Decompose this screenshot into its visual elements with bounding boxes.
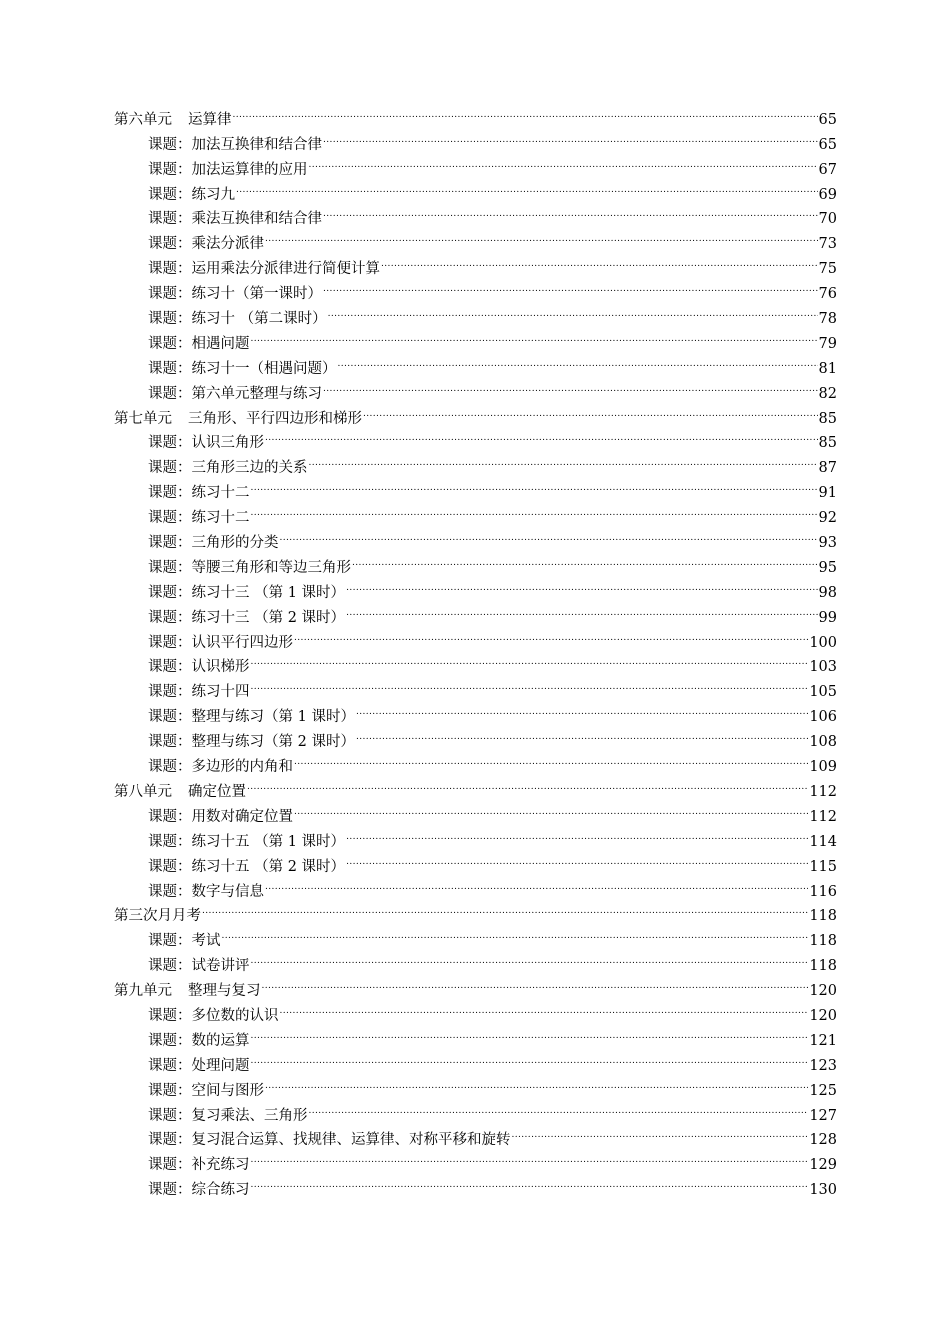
toc-entry-title — [148, 1029, 250, 1054]
toc-entry-title — [148, 830, 345, 855]
toc-entry-text: 整理与复习 — [188, 983, 261, 1000]
toc-entry-text: 数字与信息 — [191, 883, 264, 900]
toc-entry-text: 乘法分派律 — [191, 236, 264, 253]
toc-entry-text: 多位数的认识 — [191, 1007, 279, 1024]
toc-entry-text: 乘法互换律和结合律 — [191, 211, 322, 228]
toc-entry-text: 处理问题 — [191, 1057, 250, 1074]
toc-entry-label: 课题： — [148, 1082, 192, 1099]
dot-leader — [251, 323, 818, 348]
dot-leader — [356, 696, 808, 721]
toc-entry-text: 等腰三角形和等边三角形 — [191, 559, 351, 576]
toc-entry-text: 练习十 （第二课时） — [191, 311, 327, 328]
dot-leader — [251, 1144, 809, 1169]
dot-leader — [251, 472, 818, 497]
toc-entry-page: 67 — [818, 161, 837, 178]
toc-entry-label: 第三次月月考 — [114, 908, 201, 925]
toc-entry-page: 75 — [818, 261, 837, 278]
toc-entry-text: 三角形三边的关系 — [191, 460, 308, 477]
dot-leader — [294, 746, 808, 771]
toc-entry-title — [148, 382, 322, 407]
toc-entry-page: 118 — [809, 958, 837, 975]
toc-entry-label: 课题： — [148, 485, 192, 502]
toc-entry-text: 第六单元整理与练习 — [191, 385, 322, 402]
toc-entry-page: 85 — [818, 435, 837, 452]
dot-leader — [251, 1169, 809, 1194]
dot-leader — [381, 248, 818, 273]
toc-entry-title — [148, 1178, 250, 1203]
dot-leader — [309, 149, 818, 174]
toc-entry-page: 85 — [818, 410, 837, 427]
dot-leader — [346, 821, 808, 846]
toc-entry-text: 练习十五 （第 2 课时） — [191, 858, 346, 875]
toc-entry-label: 课题： — [148, 286, 192, 303]
toc-entry-page: 92 — [818, 510, 837, 527]
dot-leader — [251, 945, 809, 970]
dot-leader — [309, 1095, 809, 1120]
dot-leader — [222, 920, 809, 945]
toc-entry-label: 课题： — [148, 759, 192, 776]
toc-entry-label: 课题： — [148, 1107, 192, 1124]
toc-entry-title — [148, 1104, 308, 1129]
toc-entry-label: 课题： — [148, 609, 192, 626]
toc-entry-page: 65 — [818, 136, 837, 153]
toc-entry-label: 课题： — [148, 933, 192, 950]
toc-entry-title — [148, 431, 264, 456]
toc-entry-page: 95 — [818, 559, 837, 576]
toc-entry-label: 课题： — [148, 808, 192, 825]
toc-entry[interactable] — [114, 99, 837, 128]
toc-entry-page: 128 — [809, 1132, 837, 1149]
toc-entry-page: 120 — [809, 983, 837, 1000]
dot-leader — [346, 846, 808, 871]
dot-leader — [323, 273, 818, 298]
toc-entry-text: 认识平行四边形 — [191, 634, 293, 651]
toc-entry-label: 课题： — [148, 335, 192, 352]
toc-entry-text: 练习十三 （第 2 课时） — [191, 609, 346, 626]
toc-entry-page: 120 — [809, 1007, 837, 1024]
toc-entry[interactable] — [114, 920, 837, 950]
dot-leader — [265, 423, 818, 448]
toc-entry-page: 70 — [818, 211, 837, 228]
dot-leader — [294, 622, 808, 647]
toc-entry-label: 课题： — [148, 385, 192, 402]
toc-entry-page: 121 — [809, 1032, 837, 1049]
toc-entry-label: 课题： — [148, 460, 192, 477]
toc-entry-title — [148, 506, 250, 531]
toc-entry-page: 65 — [818, 111, 837, 128]
toc-entry-page: 87 — [818, 460, 837, 477]
dot-leader — [338, 348, 818, 373]
toc-entry-page: 82 — [818, 385, 837, 402]
toc-entry-text: 练习十二 — [191, 485, 250, 502]
toc-entry-text: 相遇问题 — [191, 335, 250, 352]
dot-leader — [251, 1020, 809, 1045]
toc-entry-page: 98 — [818, 584, 837, 601]
toc-entry-text: 练习十一（相遇问题） — [191, 360, 337, 377]
toc-entry-text: 认识三角形 — [191, 435, 264, 452]
toc-entry-title — [148, 531, 279, 556]
toc-entry-title — [148, 232, 264, 257]
toc-entry-page: 115 — [809, 858, 837, 875]
toc-entry-text: 整理与练习（第 2 课时） — [191, 734, 355, 751]
toc-entry-label: 第六单元 — [114, 111, 172, 128]
toc-entry-text: 复习乘法、三角形 — [191, 1107, 308, 1124]
toc-entry-page: 93 — [818, 535, 837, 552]
toc-entry-label: 课题： — [148, 211, 192, 228]
toc-entry-text: 练习十（第一课时） — [191, 286, 322, 303]
toc-entry-page: 79 — [818, 335, 837, 352]
toc-entry-label: 课题： — [148, 186, 192, 203]
dot-leader — [247, 771, 808, 796]
toc-entry-label: 课题： — [148, 1057, 192, 1074]
toc-entry-label: 课题： — [148, 1182, 192, 1199]
toc-entry-text: 综合练习 — [191, 1182, 250, 1199]
toc-entry-text: 认识梯形 — [191, 659, 250, 676]
toc-entry-page: 73 — [818, 236, 837, 253]
toc-entry-label: 课题： — [148, 236, 192, 253]
toc-entry-title — [148, 556, 351, 581]
toc-entry-label: 课题： — [148, 709, 192, 726]
toc-entry-label: 课题： — [148, 559, 192, 576]
toc-entry-text: 练习十二 — [191, 510, 250, 527]
dot-leader — [363, 398, 818, 423]
toc-entry-title — [148, 133, 322, 158]
toc-entry-page: 109 — [809, 759, 837, 776]
toc-entry-label: 课题： — [148, 883, 192, 900]
toc-entry-label: 课题： — [148, 584, 192, 601]
toc-entry-page: 91 — [818, 485, 837, 502]
dot-leader — [280, 522, 818, 547]
dot-leader — [309, 447, 818, 472]
dot-leader — [346, 572, 817, 597]
toc-entry-text: 加法互换律和结合律 — [191, 136, 322, 153]
toc-entry-label: 课题： — [148, 161, 192, 178]
toc-entry-label: 第七单元 — [114, 410, 172, 427]
toc-entry-title — [148, 183, 235, 208]
toc-entry-page: 103 — [809, 659, 837, 676]
toc-entry-label: 课题： — [148, 958, 192, 975]
toc-entry-title — [148, 805, 293, 830]
toc-entry-page: 118 — [809, 908, 837, 925]
toc-entry-page: 118 — [809, 933, 837, 950]
toc-entry-text: 运算律 — [188, 111, 232, 128]
dot-leader — [233, 99, 818, 124]
toc-entry-page: 127 — [809, 1107, 837, 1124]
toc-entry-title — [148, 680, 250, 705]
toc-entry-page: 130 — [809, 1182, 837, 1199]
toc-entry-text: 补充练习 — [191, 1157, 250, 1174]
toc-entry-title — [148, 655, 250, 680]
toc-entry-label: 课题： — [148, 833, 192, 850]
toc-entry-title — [114, 904, 201, 929]
dot-leader — [280, 995, 809, 1020]
toc-entry-label: 课题： — [148, 435, 192, 452]
toc-entry-text: 三角形的分类 — [191, 535, 279, 552]
toc-entry-page: 112 — [809, 783, 837, 800]
dot-leader — [265, 871, 808, 896]
toc-entry-label: 课题： — [148, 311, 192, 328]
dot-leader — [328, 298, 818, 323]
toc-entry-label: 课题： — [148, 1132, 192, 1149]
toc-entry-label: 课题： — [148, 734, 192, 751]
toc-entry-title — [114, 780, 246, 805]
toc-entry-label: 课题： — [148, 684, 192, 701]
toc-entry-label: 课题： — [148, 136, 192, 153]
toc-entry-page: 106 — [809, 709, 837, 726]
toc-entry-label: 第八单元 — [114, 783, 172, 800]
toc-entry-label: 第九单元 — [114, 983, 172, 1000]
toc-entry-page: 99 — [818, 609, 837, 626]
toc-entry-title — [148, 481, 250, 506]
dot-leader — [202, 896, 808, 921]
dot-leader — [323, 199, 818, 224]
toc-entry-title — [148, 282, 322, 307]
toc-entry-label: 课题： — [148, 1007, 192, 1024]
dot-leader — [356, 721, 808, 746]
toc-entry-text: 试卷讲评 — [191, 958, 250, 975]
dot-leader — [346, 597, 817, 622]
toc-entry-page: 81 — [818, 360, 837, 377]
toc-entry-text: 用数对确定位置 — [191, 808, 293, 825]
toc-entry-title — [148, 954, 250, 979]
toc-entry-text: 数的运算 — [191, 1032, 250, 1049]
toc-entry-text: 练习九 — [191, 186, 235, 203]
table-of-contents — [114, 99, 837, 1199]
dot-leader — [251, 497, 818, 522]
dot-leader — [294, 796, 808, 821]
toc-entry-title — [148, 1054, 250, 1079]
toc-entry-page: 129 — [809, 1157, 837, 1174]
dot-leader — [262, 970, 809, 995]
toc-entry[interactable] — [114, 896, 837, 925]
toc-entry-text: 考试 — [191, 933, 221, 950]
toc-entry-text: 空间与图形 — [191, 1082, 264, 1099]
toc-entry-title — [148, 705, 355, 730]
toc-entry[interactable] — [114, 945, 837, 975]
toc-entry-page: 116 — [809, 883, 837, 900]
toc-entry-label: 课题： — [148, 659, 192, 676]
toc-entry-label: 课题： — [148, 510, 192, 527]
dot-leader — [323, 373, 818, 398]
toc-entry-text: 复习混合运算、找规律、运算律、对称平移和旋转 — [191, 1132, 511, 1149]
toc-entry-page: 112 — [809, 808, 837, 825]
toc-entry-page: 105 — [809, 684, 837, 701]
toc-entry-title — [148, 332, 250, 357]
toc-entry-label: 课题： — [148, 1032, 192, 1049]
toc-entry-title — [148, 581, 345, 606]
toc-entry-page: 125 — [809, 1082, 837, 1099]
toc-entry-label: 课题： — [148, 360, 192, 377]
toc-entry-label: 课题： — [148, 1157, 192, 1174]
toc-entry-title — [148, 357, 337, 382]
dot-leader — [352, 547, 818, 572]
toc-entry-text: 练习十三 （第 1 课时） — [191, 584, 346, 601]
toc-entry-text: 整理与练习（第 1 课时） — [191, 709, 355, 726]
dot-leader — [251, 671, 809, 696]
toc-entry-title — [148, 1079, 264, 1104]
toc-entry-page: 76 — [818, 286, 837, 303]
toc-entry-page: 78 — [818, 311, 837, 328]
dot-leader — [236, 174, 818, 199]
toc-entry-label: 课题： — [148, 535, 192, 552]
toc-entry-label: 课题： — [148, 261, 192, 278]
toc-entry-text: 加法运算律的应用 — [191, 161, 308, 178]
toc-entry-text: 三角形、平行四边形和梯形 — [188, 410, 362, 427]
dot-leader — [251, 1045, 809, 1070]
toc-entry-page: 114 — [809, 833, 837, 850]
dot-leader — [251, 647, 809, 672]
toc-entry-text: 运用乘法分派律进行简便计算 — [191, 261, 380, 278]
toc-entry-title — [114, 979, 261, 1004]
toc-entry-title — [148, 1153, 250, 1178]
toc-entry-title — [148, 929, 221, 954]
dot-leader — [512, 1120, 809, 1145]
toc-entry-page: 100 — [809, 634, 837, 651]
toc-entry-text: 多边形的内角和 — [191, 759, 293, 776]
toc-entry-page: 123 — [809, 1057, 837, 1074]
toc-entry-page: 108 — [809, 734, 837, 751]
toc-entry-text: 确定位置 — [188, 783, 246, 800]
dot-leader — [323, 124, 818, 149]
toc-entry-label: 课题： — [148, 858, 192, 875]
toc-entry-title — [114, 108, 232, 133]
toc-entry-text: 练习十四 — [191, 684, 250, 701]
toc-entry-text: 练习十五 （第 1 课时） — [191, 833, 346, 850]
dot-leader — [265, 223, 818, 248]
toc-entry-label: 课题： — [148, 634, 192, 651]
toc-entry-page: 69 — [818, 186, 837, 203]
dot-leader — [265, 1070, 808, 1095]
